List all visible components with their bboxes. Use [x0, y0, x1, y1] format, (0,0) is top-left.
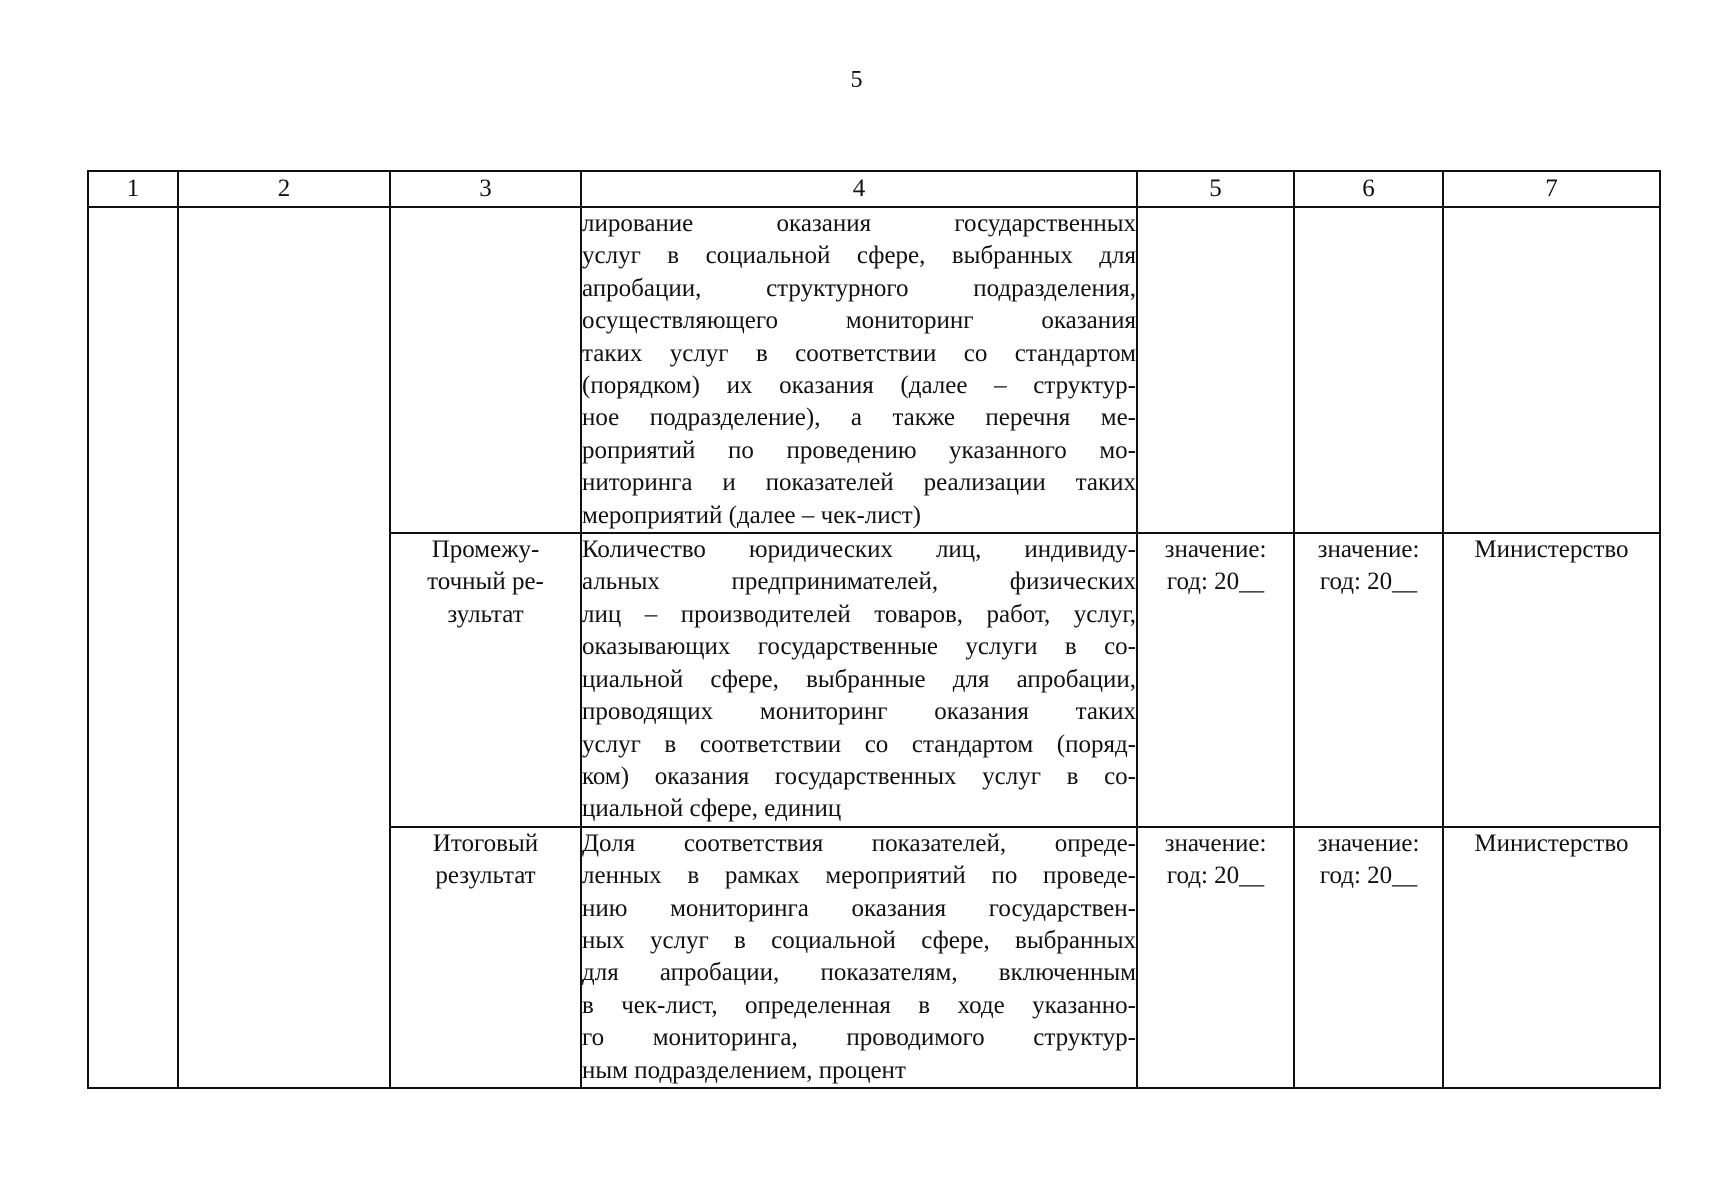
page-number: 5: [850, 67, 863, 93]
text-line: альных предпринимателей, физических: [582, 568, 1136, 596]
header-col-4: 4: [581, 171, 1137, 207]
text-line: ниторинга и показателей реализации таких: [582, 469, 1136, 497]
text-line: для апробации, показателям, включенным: [582, 959, 1136, 987]
header-col-7: 7: [1443, 171, 1660, 207]
value-cell-col6: [1294, 827, 1443, 1088]
header-col-5: 5: [1137, 171, 1294, 207]
header-col-2: 2: [178, 171, 390, 207]
result-type-line: Промежу-: [431, 536, 540, 564]
text-line: ленных в рамках мероприятий по проведе-: [582, 862, 1136, 890]
value-cell-col5: [1137, 207, 1294, 533]
value-label: значение:: [1164, 829, 1267, 857]
value-cell-col6: [1294, 207, 1443, 533]
text-line: роприятий по проведению указанного мо-: [582, 436, 1136, 464]
text-line: нию мониторинга оказания государствен-: [582, 894, 1136, 922]
indicator-description-cell: [581, 207, 1137, 533]
text-line: циальной сфере, единиц: [582, 795, 842, 823]
text-line: в чек-лист, определенная в ходе указанно-: [582, 991, 1136, 1019]
value-year: год: 20__: [1166, 862, 1265, 890]
result-type-line: результат: [435, 862, 536, 890]
value-label: значение:: [1317, 536, 1420, 564]
header-row: [88, 171, 1660, 207]
value-year: год: 20__: [1319, 862, 1418, 890]
result-type-line: Итоговый: [432, 829, 539, 857]
text-line: таких услуг в соответствии со стандартом: [582, 339, 1136, 367]
text-line: Количество юридических лиц, индивиду-: [582, 536, 1136, 564]
header-col-1: 1: [88, 171, 178, 207]
header-col-3: 3: [390, 171, 581, 207]
responsible-cell: [1443, 207, 1660, 533]
text-line: проводящих мониторинг оказания таких: [582, 698, 1136, 726]
indicator-description-cell: [581, 827, 1137, 1088]
text-line: Доля соответствия показателей, опреде-: [582, 829, 1136, 857]
value-cell-col5: [1137, 827, 1294, 1088]
text-line: услуг в социальной сфере, выбранных для: [582, 242, 1136, 270]
text-line: лирование оказания государственных: [582, 210, 1136, 237]
text-line: циальной сфере, выбранные для апробации,: [582, 665, 1136, 693]
header-col-6: 6: [1294, 171, 1443, 207]
text-line: мероприятий (далее – чек-лист): [582, 501, 921, 529]
value-cell-col5: [1137, 533, 1294, 827]
text-line: ное подразделение), а также перечня ме-: [582, 404, 1136, 432]
result-type-cell: [390, 207, 581, 533]
value-label: значение:: [1164, 536, 1267, 564]
text-line: ных услуг в социальной сфере, выбранных: [582, 926, 1136, 954]
result-type-cell: [390, 533, 581, 827]
responsible-cell: Министерство: [1443, 533, 1660, 827]
text-line: услуг в соответствии со стандартом (поряд-: [582, 730, 1136, 758]
value-year: год: 20__: [1319, 568, 1418, 596]
value-year: год: 20__: [1166, 568, 1265, 596]
text-line: лиц – производителей товаров, работ, услуг,: [582, 600, 1136, 628]
col2-cell: [178, 207, 390, 1088]
result-type-line: зультат: [447, 600, 524, 628]
indicator-description-cell: [581, 533, 1137, 827]
responsible-cell: Министерство: [1443, 827, 1660, 1088]
text-line: апробации, структурного подразделения,: [582, 274, 1136, 302]
text-line: го мониторинга, проводимого структур-: [582, 1024, 1136, 1052]
text-line: осуществляющего мониторинг оказания: [582, 307, 1136, 335]
table-row: [88, 207, 1660, 533]
result-type-line: точный ре-: [427, 568, 544, 596]
value-label: значение:: [1317, 829, 1420, 857]
text-line: ным подразделением, процент: [582, 1056, 906, 1084]
value-cell-col6: [1294, 533, 1443, 827]
result-type-cell: [390, 827, 581, 1088]
text-line: (порядком) их оказания (далее – структур-: [582, 372, 1136, 400]
col1-cell: [88, 207, 178, 1088]
text-line: ком) оказания государственных услуг в со-: [582, 762, 1136, 790]
indicators-table: [87, 170, 1661, 1089]
text-line: оказывающих государственные услуги в со-: [582, 633, 1136, 661]
